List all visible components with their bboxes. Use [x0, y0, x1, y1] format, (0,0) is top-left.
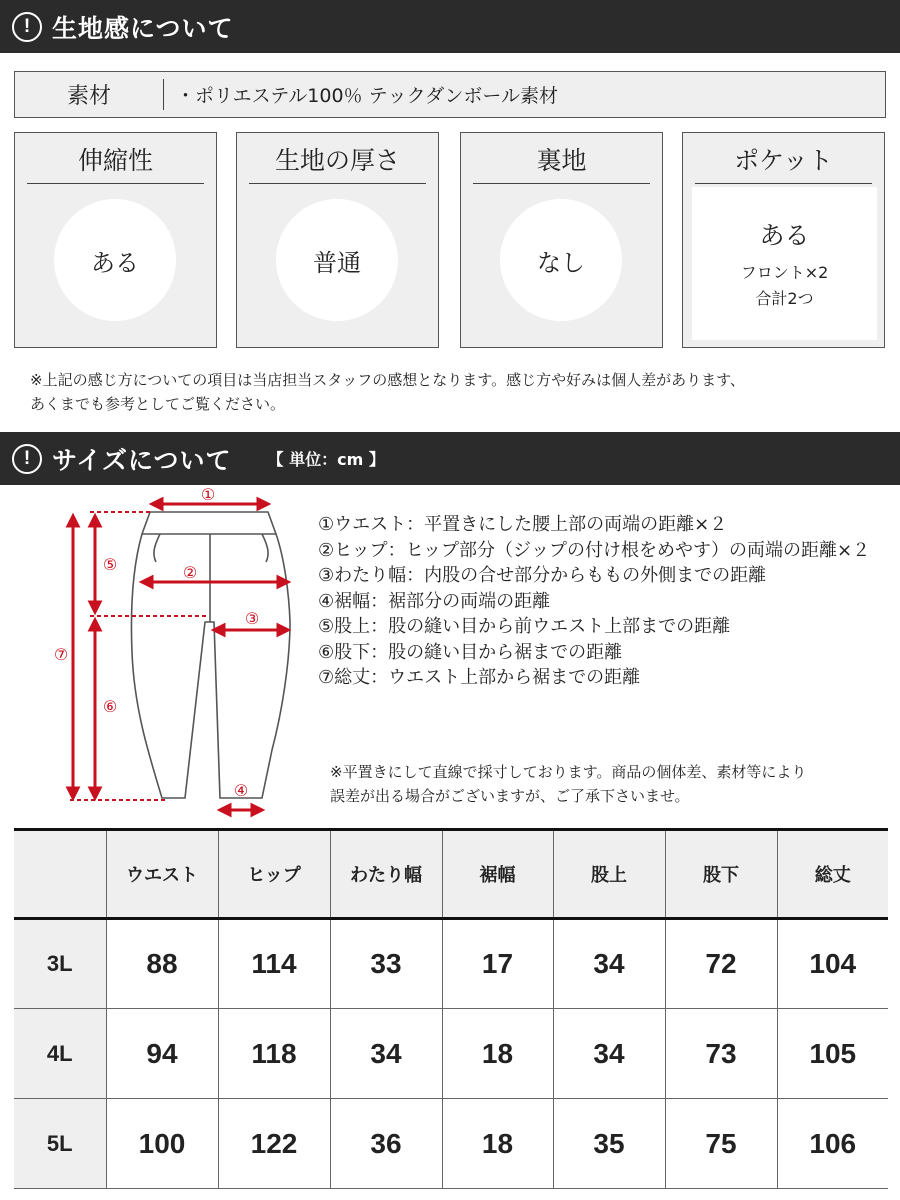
feature-value: ある	[54, 199, 176, 321]
size-table-header-row	[14, 830, 888, 919]
pants-outline	[131, 512, 290, 798]
fabric-section-header	[0, 0, 900, 53]
marker-hip: ②	[182, 563, 198, 582]
fabric-section-title: 生地感について	[52, 13, 234, 43]
size-note-line: 誤差が出る場合がございますが、ご了承下さいませ。	[330, 787, 690, 805]
table-cell: 105	[809, 1037, 857, 1069]
size-section-title: サイズについて	[52, 445, 232, 475]
table-row	[14, 1009, 888, 1099]
table-cell: 118	[218, 1009, 330, 1099]
table-cell: 34	[553, 919, 665, 1009]
table-cell: 17	[442, 919, 553, 1009]
table-cell: 36	[330, 1099, 442, 1189]
table-cell: 114	[218, 919, 330, 1009]
column-header: 股下	[665, 830, 777, 919]
feature-lining	[460, 132, 663, 348]
column-header: ヒップ	[218, 830, 330, 919]
legend-item: ①ウエスト：平置きにした腰上部の両端の距離×２	[318, 514, 728, 535]
size-note-line: ※平置きにして直線で採寸しております。商品の個体差、素材等により	[330, 763, 807, 781]
table-corner-cell	[14, 830, 106, 919]
fabric-note-line: ※上記の感じ方についての項目は当店担当スタッフの感想となります。感じ方や好みは個人差があります、	[30, 371, 745, 389]
pocket-detail-total: 合計2つ	[755, 288, 814, 308]
column-header: 裾幅	[442, 830, 553, 919]
legend-item: ②ヒップ：ヒップ部分（ジップの付け根をめやす）の両端の距離×２	[318, 539, 871, 561]
table-cell: 94	[106, 1009, 218, 1099]
table-cell: 104	[809, 948, 857, 979]
feature-title: 裏地	[473, 141, 650, 184]
table-cell: 18	[442, 1099, 553, 1189]
feature-title: 生地の厚さ	[249, 141, 426, 184]
material-label: 素材	[66, 84, 111, 109]
feature-title: ポケット	[695, 141, 872, 184]
marker-inseam: ⑥	[102, 697, 118, 716]
table-cell: 72	[665, 919, 777, 1009]
measurement-legend	[318, 512, 870, 691]
table-row	[14, 919, 888, 1009]
fabric-note-line: あくまでも参考としてご覧ください。	[30, 395, 286, 413]
table-cell: 75	[665, 1099, 777, 1189]
legend-item: ⑦総丈：ウエスト上部から裾までの距離	[318, 667, 641, 688]
size-label: 5L	[14, 1099, 106, 1189]
feature-value: ある	[759, 220, 810, 250]
feature-pocket	[682, 132, 885, 348]
material-value: ・ポリエステル100％ テックダンボール素材	[176, 85, 559, 107]
table-cell: 18	[442, 1009, 553, 1099]
column-header: 総丈	[777, 830, 888, 919]
column-header: 股上	[553, 830, 665, 919]
legend-item: ③わたり幅：内股の合せ部分からももの外側までの距離	[318, 565, 767, 586]
table-cell: 106	[809, 1127, 857, 1159]
marker-waist: ①	[200, 485, 216, 504]
pants-measurement-diagram	[40, 482, 320, 822]
legend-item: ⑥股下：股の縫い目から裾までの距離	[318, 641, 623, 663]
feature-title: 伸縮性	[27, 141, 204, 184]
feature-value: なし	[500, 199, 622, 321]
feature-value: 普通	[276, 199, 398, 321]
feature-stretch	[14, 132, 217, 348]
table-cell: 88	[106, 919, 218, 1009]
marker-thigh: ③	[244, 609, 260, 628]
column-header: ウエスト	[106, 830, 218, 919]
feature-thickness	[236, 132, 439, 348]
table-cell: 35	[553, 1099, 665, 1189]
column-header: わたり幅	[330, 830, 442, 919]
size-label: 3L	[14, 919, 106, 1009]
table-row	[14, 1099, 888, 1189]
legend-item: ④裾幅：裾部分の両端の距離	[318, 590, 551, 612]
table-cell: 122	[218, 1099, 330, 1189]
exclamation-circle-icon: !	[12, 12, 42, 42]
material-row	[14, 71, 886, 118]
table-cell: 100	[106, 1099, 218, 1189]
exclamation-circle-icon: !	[12, 444, 42, 474]
pocket-detail-front: フロント×2	[740, 262, 829, 282]
material-divider	[163, 79, 164, 110]
size-table	[14, 828, 888, 1189]
unit-label: 【 単位：cm 】	[267, 450, 385, 469]
size-section-header	[0, 432, 900, 485]
marker-total-length: ⑦	[53, 645, 69, 664]
pocket-detail-panel	[692, 187, 877, 340]
legend-item: ⑤股上：股の縫い目から前ウエスト上部までの距離	[318, 616, 731, 637]
marker-hem: ④	[233, 781, 249, 800]
table-cell: 33	[330, 919, 442, 1009]
fabric-note	[30, 368, 745, 416]
size-label: 4L	[14, 1009, 106, 1099]
table-cell: 34	[330, 1009, 442, 1099]
table-cell: 34	[553, 1009, 665, 1099]
size-note	[330, 760, 806, 808]
table-cell: 73	[665, 1009, 777, 1099]
marker-rise: ⑤	[102, 555, 118, 574]
